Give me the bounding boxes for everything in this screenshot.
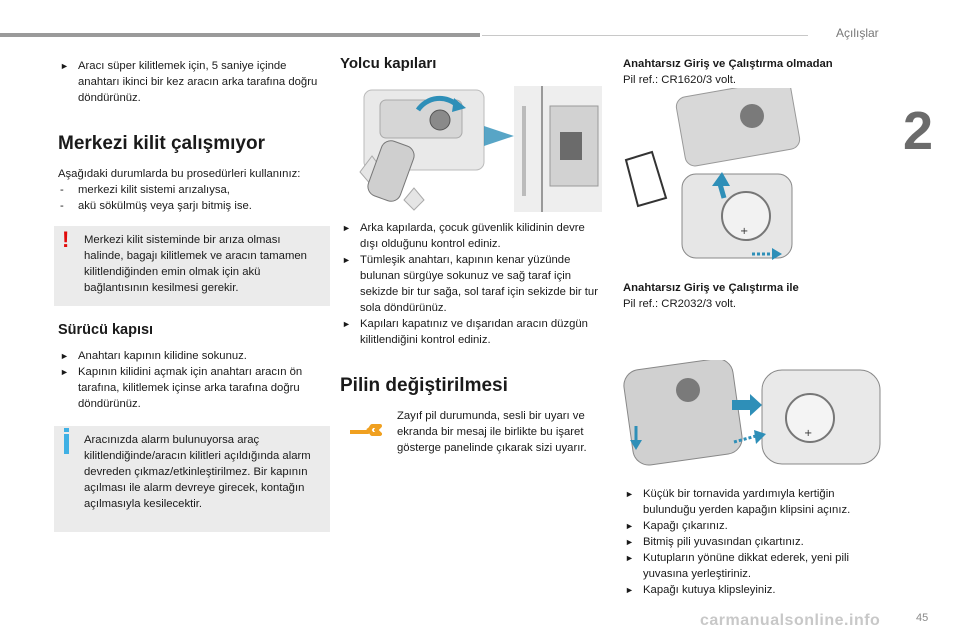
- key-type-title: Anahtarsız Giriş ve Çalıştırma ile: [623, 282, 799, 294]
- battery-warning-block: Zayıf pil durumunda, sesli bir uyarı ve ekranda bir mesaj ile birlikte bu işaret gösterge panelinde çıkarak sizi uyarır.: [340, 408, 602, 456]
- list-item: ► Anahtarı kapının kilidine sokunuz.: [60, 350, 247, 362]
- list-item: ► Kapağı kutuya klipsleyiniz.: [625, 584, 776, 596]
- warning-note: ! Merkezi kilit sisteminde bir arıza olması halinde, bagajı kilitlemek ve aracın tamamen kilitlendiğinden emin olmak için akü bağlantısının kesilmesi gerekir.: [54, 226, 330, 306]
- warning-icon: !: [62, 227, 70, 252]
- wrench-icon: [348, 418, 382, 438]
- paragraph: Aşağıdaki durumlarda bu prosedürleri kullanınız:: [58, 168, 301, 180]
- column-middle-lower: [340, 220, 602, 456]
- section-title-battery: Pilin değiştirilmesi: [340, 375, 508, 396]
- bullet-arrow-icon: ►: [60, 367, 69, 377]
- list-item: ► Küçük bir tornavida yardımıyla kertiğin bulunduğu yerden kapağın klipsini açınız.: [625, 488, 851, 516]
- section-title-central-lock: Merkezi kilit çalışmıyor: [58, 133, 265, 154]
- list-item: ► Kapının kilidini açmak için anahtarı aracın ön tarafına, kilitlemek içinse arka tarafına doğru döndürünüz.: [60, 366, 303, 410]
- bullet-arrow-icon: ►: [625, 537, 634, 547]
- key-type-title: Anahtarsız Giriş ve Çalıştırma olmadan: [623, 58, 833, 70]
- section-name: Açılışlar: [836, 26, 879, 40]
- chapter-number: 2: [903, 101, 934, 161]
- bullet-arrow-icon: ►: [60, 351, 69, 361]
- column-middle: [340, 56, 602, 72]
- list-item: - akü sökülmüş veya şarjı bitmiş ise.: [60, 200, 252, 212]
- list-item: ► Tümleşik anahtarı, kapının kenar yüzünde bulunan sürgüye sokunuz ve sağ taraf için sekizde bir tur sağa, sol taraf için sekizde bir tur sola döndürünüz.: [342, 254, 598, 314]
- bullet-arrow-icon: ►: [625, 489, 634, 499]
- column-right-top: [623, 56, 885, 88]
- bullet-arrow-icon: ►: [342, 255, 351, 265]
- battery-ref: Pil ref.: CR2032/3 volt.: [623, 298, 737, 310]
- svg-text:+: +: [740, 226, 749, 237]
- list-item: ► Kapıları kapatınız ve dışarıdan aracın düzgün kilitlendiğini kontrol ediniz.: [342, 318, 588, 346]
- list-item: ► Aracı süper kilitlemek için, 5 saniye içinde anahtarı ikinci bir kez aracın arka tarafına doğru döndürünüz.: [60, 60, 318, 104]
- key-battery-illustration-1: [622, 88, 802, 272]
- bullet-arrow-icon: ►: [342, 319, 351, 329]
- key-battery-illustration-2: [622, 360, 884, 472]
- list-item: ► Kapağı çıkarınız.: [625, 520, 728, 532]
- column-right-mid: [623, 280, 885, 312]
- bullet-arrow-icon: ►: [625, 521, 634, 531]
- svg-text:+: +: [804, 428, 813, 439]
- watermark: carmanualsonline.info: [700, 612, 881, 629]
- column-left: [58, 56, 320, 532]
- battery-ref: Pil ref.: CR1620/3 volt.: [623, 74, 737, 86]
- list-item: ► Arka kapılarda, çocuk güvenlik kilidinin devre dışı olduğunu kontrol ediniz.: [342, 222, 585, 250]
- info-note: Aracınızda alarm bulunuyorsa araç kilitlendiğinde/aracın kilitleri açıldığında alarm devreden çıkmaz/etkinleştirilmez. Bir kapının açılması ile alarm devreye girecek, kontağın açılmasıyla kesilecektir.: [54, 426, 330, 532]
- column-right-bottom: [623, 486, 885, 598]
- section-title-driver-door: Sürücü kapısı: [58, 322, 154, 338]
- page-number: 45: [916, 612, 929, 624]
- list-item: - merkezi kilit sistemi arızalıysa,: [60, 184, 230, 196]
- bullet-arrow-icon: ►: [625, 553, 634, 563]
- door-lock-illustration: [354, 86, 602, 212]
- bullet-arrow-icon: ►: [625, 585, 634, 595]
- header-rule: [0, 33, 480, 37]
- list-item: ► Kutupların yönüne dikkat ederek, yeni pili yuvasına yerleştiriniz.: [625, 552, 849, 580]
- bullet-arrow-icon: ►: [60, 61, 69, 71]
- header-rule-thin: [482, 35, 808, 36]
- section-title-passenger-doors: Yolcu kapıları: [340, 55, 437, 72]
- info-icon: [64, 434, 69, 454]
- list-item: ► Bitmiş pili yuvasından çıkartınız.: [625, 536, 804, 548]
- bullet-arrow-icon: ►: [342, 223, 351, 233]
